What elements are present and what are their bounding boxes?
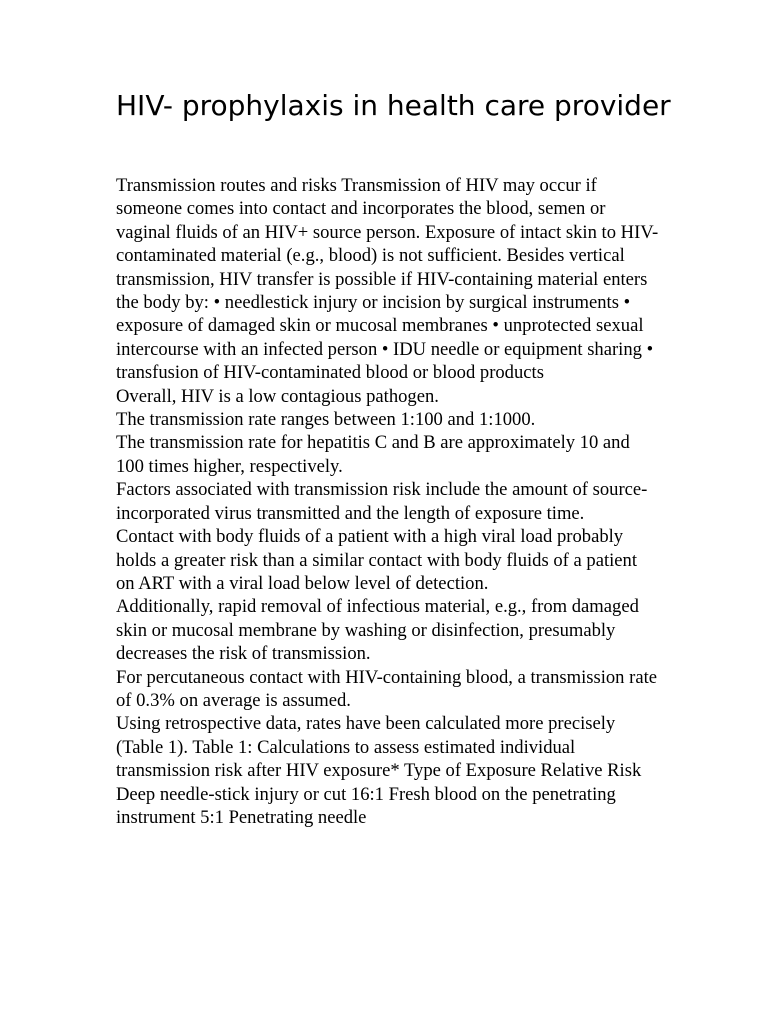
paragraph-transmission-routes: Transmission routes and risks Transmission of HIV may occur if someone comes into contact and incorporates the blood, semen or vaginal fluids of an HIV+ source person. Exposure of intact skin to HIV-contaminated material (e.g., blood) is not sufficient. Besides vertical transmission, HIV transfer is possible if HIV-containing material enters the body by: • needlestick injury or incision by surgical instruments • exposure of damaged skin or mucosal membranes • unprotected sexual intercourse with an infected person • IDU needle or equipment sharing • transfusion of HIV-contaminated blood or blood products: [116, 175, 659, 384]
paragraph-low-contagious: Overall, HIV is a low contagious pathogen.: [116, 385, 439, 407]
paragraph-rapid-removal: Additionally, rapid removal of infectious material, e.g., from damaged skin or mucosal membrane by washing or disinfection, presumably decreases the risk of transmission.: [116, 596, 639, 665]
paragraph-percutaneous-rate: For percutaneous contact with HIV-containing blood, a transmission rate of 0.3% on average is assumed.: [116, 666, 657, 711]
paragraph-hepatitis-comparison: The transmission rate for hepatitis C and B are approximately 10 and 100 times higher, respectively.: [116, 432, 630, 477]
document-title: HIV- prophylaxis in health care provider: [116, 89, 671, 122]
paragraph-transmission-rate-range: The transmission rate ranges between 1:100 and 1:1000.: [116, 409, 536, 431]
document-body: [116, 174, 660, 829]
paragraph-retrospective-data: Using retrospective data, rates have been calculated more precisely (Table 1). Table 1: Calculations to assess estimated individual transmission risk after HIV exposure* Type of Exposure Relative Risk Deep needle-stick injury or cut 16:1 Fresh blood on the penetrating instrument 5:1 Penetrating needle: [116, 713, 642, 828]
paragraph-risk-factors: Factors associated with transmission risk include the amount of source-incorporated virus transmitted and the length of exposure time.: [116, 479, 648, 524]
paragraph-viral-load: Contact with body fluids of a patient with a high viral load probably holds a greater risk than a similar contact with body fluids of a patient on ART with a viral load below level of detection.: [116, 526, 637, 594]
